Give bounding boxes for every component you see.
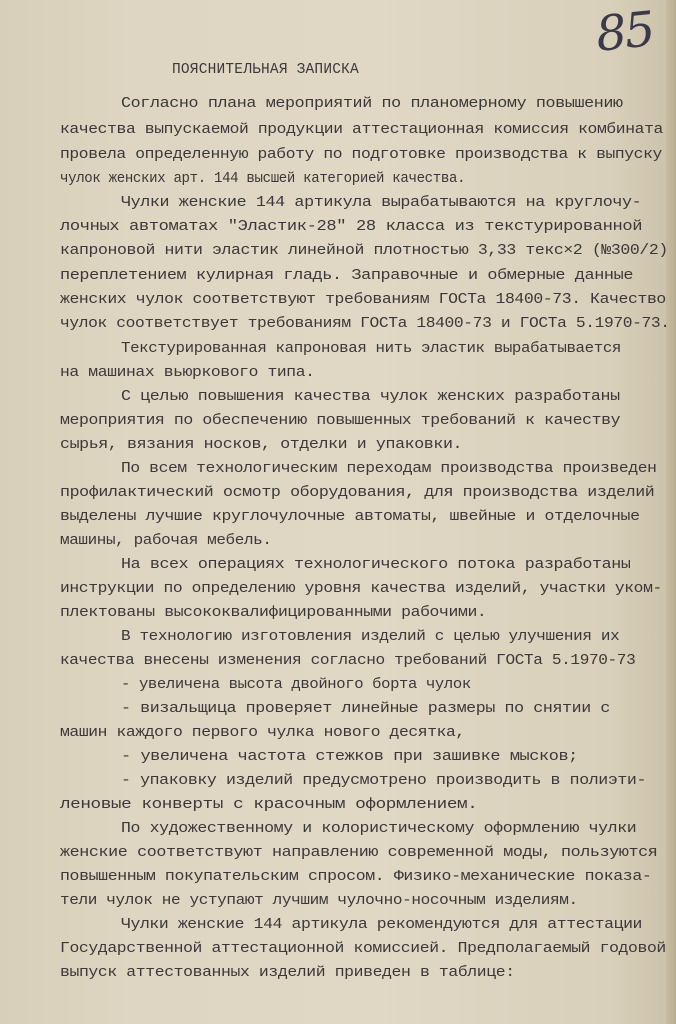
text-line: тели чулок не уступают лучшим чулочно-носочным изделиям. (60, 891, 578, 909)
text-line: выпуск аттестованных изделий приведен в таблице: (60, 963, 515, 981)
text-line: мероприятия по обеспечению повышенных требований к качеству (60, 411, 621, 429)
text-line: выделены лучшие круглочулочные автоматы, швейные и отделочные (60, 507, 640, 525)
text-line: - увеличена высота двойного борта чулок (121, 675, 471, 693)
text-line: провела определенную работу по подготовке производства к выпуску (60, 145, 662, 163)
text-line: леновые конверты с красочным оформлением. (60, 795, 478, 813)
text-line: на машинах вьюркового типа. (60, 363, 315, 381)
text-line: - упаковку изделий предусмотрено производить в полиэти- (121, 771, 647, 789)
text-line: Чулки женские 144 артикула рекомендуются для аттестации (121, 915, 643, 933)
text-line: капроновой нити эластик линейной плотностью 3,33 текс×2 (№300/2) (60, 241, 668, 259)
text-line: - визальщица проверяет линейные размеры по снятии с (121, 699, 610, 717)
text-line: женских чулок соответствуют требованиям ГОСТа 18400-73. Качество (60, 290, 666, 308)
text-line: - увеличена частота стежков при зашивке мысков; (121, 747, 578, 765)
text-line: сырья, вязания носков, отделки и упаковки. (60, 435, 463, 453)
text-line: чулок женских арт. 144 высшей категорией качества. (60, 169, 466, 187)
text-line: Государственной аттестационной комиссией. Предполагаемый годовой (60, 939, 666, 957)
text-line: качества выпускаемой продукции аттестационная комиссия комбината (60, 120, 663, 138)
text-line: машины, рабочая мебель. (60, 531, 272, 549)
handwritten-page-number: 85 (593, 1, 656, 63)
text-line: профилактический осмотр оборудования, для производства изделий (60, 483, 655, 501)
text-line: Текстурированная капроновая нить эластик вырабатывается (121, 339, 622, 357)
text-line: На всех операциях технологического потока разработаны (121, 555, 631, 573)
text-line: переплетением кулирная гладь. Заправочные и обмерные данные (60, 266, 634, 284)
text-line: По художественному и колористическому оформлению чулки (121, 819, 637, 837)
text-line: повышенным покупательским спросом. Физико-механические показа- (60, 867, 652, 885)
text-line: По всем технологическим переходам производства произведен (121, 459, 657, 477)
text-line: В технологию изготовления изделий с целью улучшения их (121, 627, 620, 645)
text-line: Чулки женские 144 артикула вырабатываются на круглочу- (121, 193, 642, 211)
text-line: лочных автоматах "Эластик-28" 28 класса из текстурированной (60, 217, 643, 235)
document-title: ПОЯСНИТЕЛЬНАЯ ЗАПИСКА (172, 62, 359, 78)
text-line: качества внесены изменения согласно требований ГОСТа 5.1970-73 (60, 651, 636, 669)
text-line: машин каждого первого чулка нового десятка, (60, 723, 465, 741)
text-line: плектованы высококвалифицированными рабочими. (60, 603, 487, 621)
text-line: чулок соответствует требованиям ГОСТа 18400-73 и ГОСТа 5.1970-73. (60, 314, 670, 332)
text-line: Согласно плана мероприятий по планомерному повышению (121, 94, 623, 112)
text-line: С целью повышения качества чулок женских разработаны (121, 387, 620, 405)
text-line: инструкции по определению уровня качества изделий, участки уком- (60, 579, 662, 597)
page-edge (666, 0, 676, 1024)
text-line: женские соответствуют направлению современной моды, пользуются (60, 843, 658, 861)
